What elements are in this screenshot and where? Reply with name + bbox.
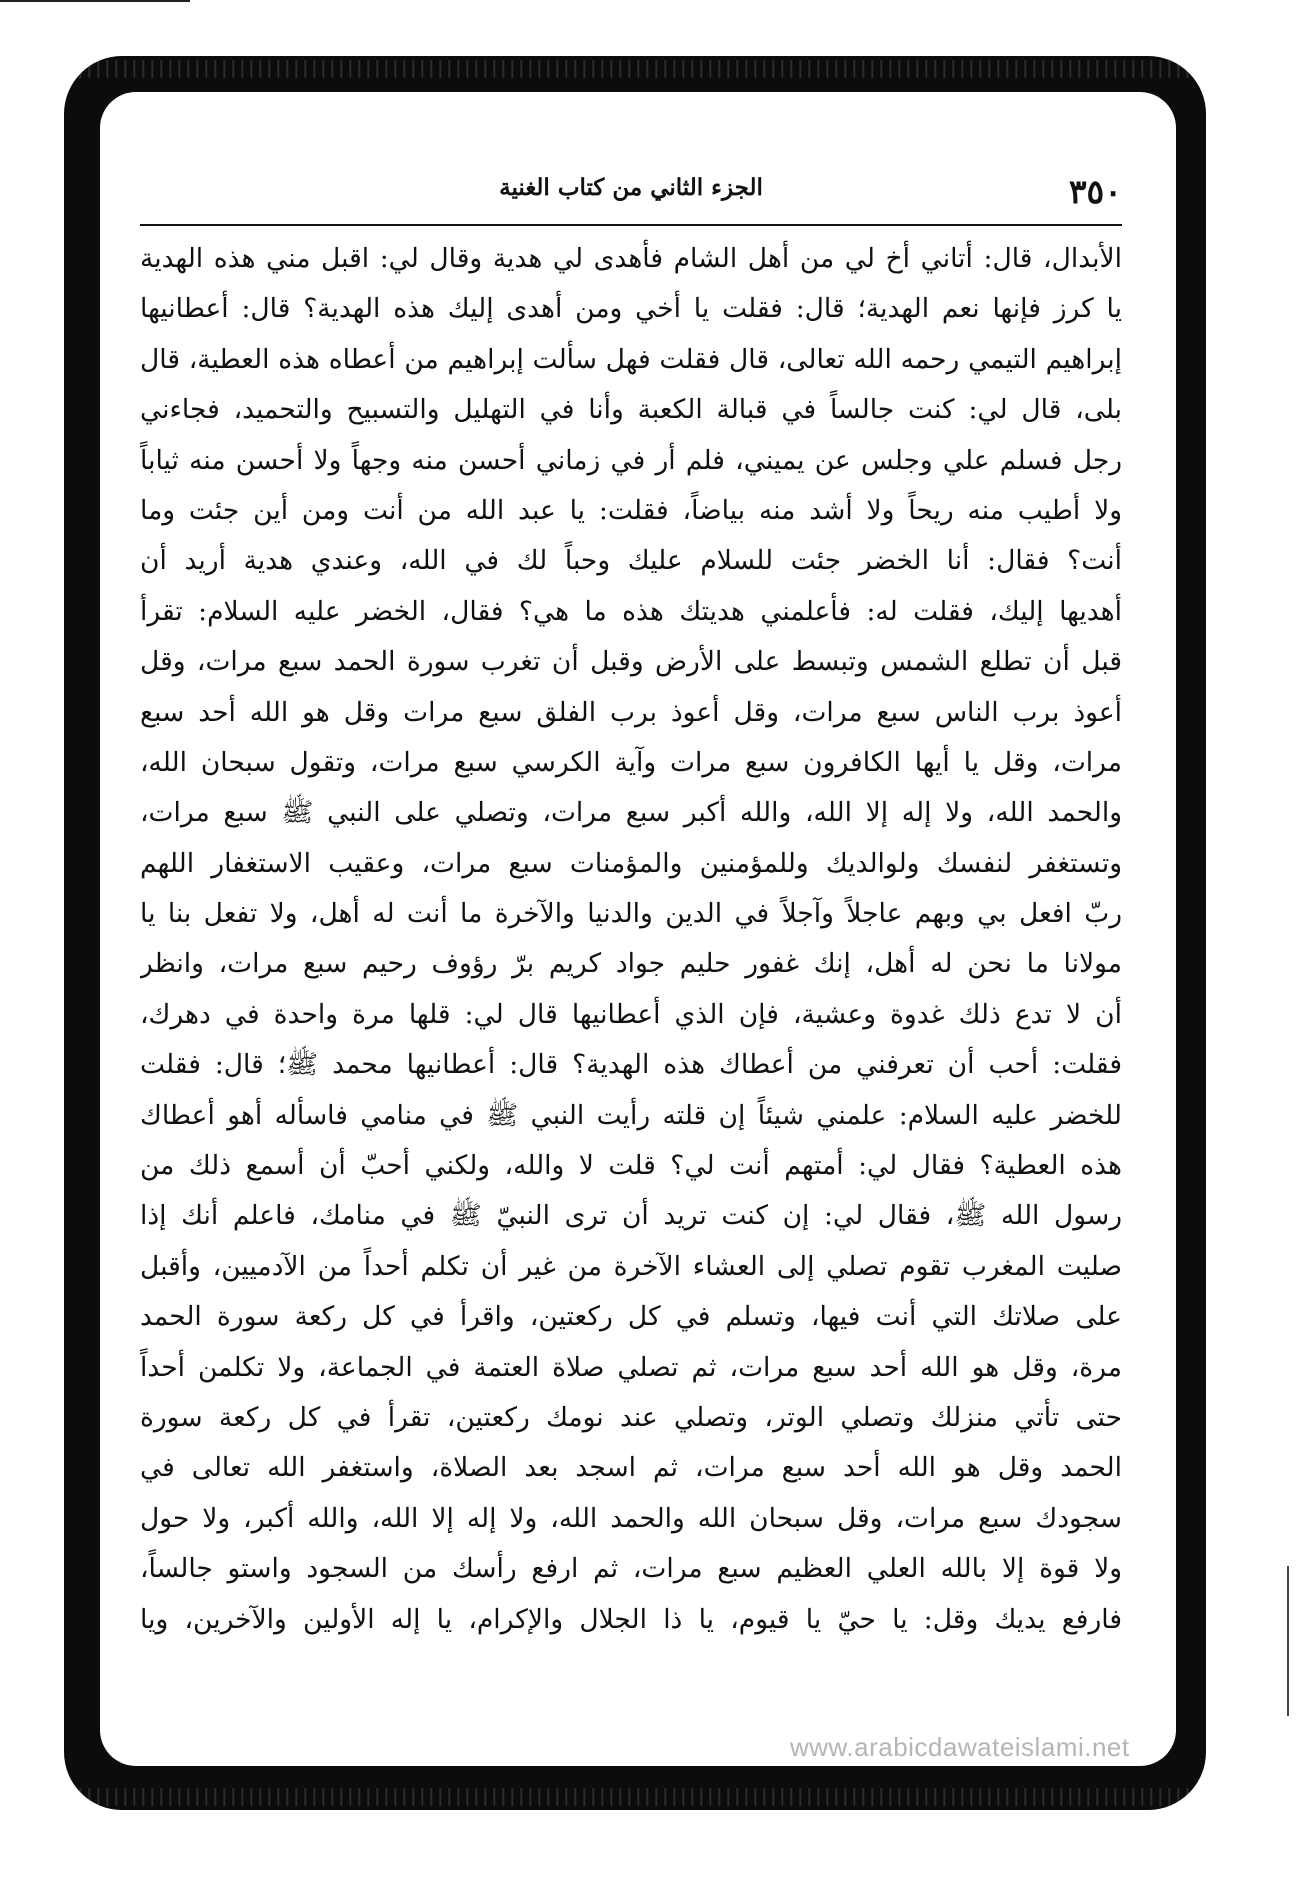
scan-margin-mark: [1287, 1566, 1289, 1716]
frame-scan-noise-bottom: [64, 1788, 1206, 1806]
page-number: ٣٥٠: [1068, 172, 1122, 211]
text-line: بلى، قال لي: كنت جالساً في قبالة الكعبة وأنا في التهليل والتسبيح والتحميد، فجاءني: [140, 394, 1122, 426]
text-line: أنت؟ فقال: أنا الخضر جئت للسلام عليك وحباً لك في الله، وعندي هدية أريد أن: [140, 545, 1122, 577]
text-line: أن لا تدع ذلك غدوة وعشية، فإن الذي أعطانيها قال لي: قلها مرة واحدة في دهرك،: [140, 998, 1122, 1030]
text-line: سجودك سبع مرات، وقل سبحان الله والحمد الله، ولا إله إلا الله، والله أكبر، ولا حول: [140, 1502, 1122, 1534]
text-line: مرة، وقل هو الله أحد سبع مرات، ثم تصلي صلاة العتمة في الجماعة، ولا تكلمن أحداً: [140, 1351, 1122, 1383]
text-line: قبل أن تطلع الشمس وتبسط على الأرض وقبل أن تغرب سورة الحمد سبع مرات، وقل: [140, 646, 1122, 678]
text-line: فقلت: أحب أن تعرفني من أعطاك هذه الهدية؟ قال: أعطانيها محمد ﷺ؛ قال: فقلت: [140, 1049, 1122, 1081]
text-line: رجل فسلم علي وجلس عن يميني، فلم أر في زماني أحسن منه وجهاً ولا أحسن منه ثياباً: [140, 444, 1122, 476]
watermark: www.arabicdawateislami.net: [790, 1732, 1130, 1762]
text-line: رسول الله ﷺ، فقال لي: إن كنت تريد أن ترى النبيّ ﷺ في منامك، فاعلم أنك إذا: [140, 1200, 1122, 1232]
frame-scan-noise-top: [64, 60, 1206, 78]
text-line: حتى تأتي منزلك وتصلي الوتر، وتصلي عند نومك ركعتين، تقرأ في كل ركعة سورة: [140, 1401, 1122, 1433]
text-line: ولا أطيب منه ريحاً ولا أشد منه بياضاً، فقلت: يا عبد الله من أنت ومن أين جئت وما: [140, 494, 1122, 526]
header-rule: [140, 224, 1122, 226]
text-line: الحمد وقل هو الله أحد سبع مرات، ثم اسجد بعد الصلاة، واستغفر الله تعالى في: [140, 1452, 1122, 1484]
text-line: والحمد الله، ولا إله إلا الله، والله أكبر سبع مرات، وتصلي على النبي ﷺ سبع مرات،: [140, 797, 1122, 829]
page-header: [140, 172, 1122, 222]
text-line: أهديها إليك، فقلت له: فأعلمني هديتك هذه ما هي؟ فقال، الخضر عليه السلام: تقرأ: [140, 595, 1122, 627]
text-line: صليت المغرب تقوم تصلي إلى العشاء الآخرة من غير أن تكلم أحداً من الآدميين، وأقبل: [140, 1250, 1122, 1282]
text-line: وتستغفر لنفسك ولوالديك وللمؤمنين والمؤمنات سبع مرات، وعقيب الاستغفار اللهم: [140, 847, 1122, 879]
text-line: هذه العطية؟ فقال لي: أمتهم أنت لي؟ قلت لا والله، ولكني أحبّ أن أسمع ذلك من: [140, 1150, 1122, 1182]
text-line: أعوذ برب الناس سبع مرات، وقل أعوذ برب الفلق سبع مرات وقل هو الله أحد سبع: [140, 696, 1122, 728]
text-line: للخضر عليه السلام: علمني شيئاً إن قلته رأيت النبي ﷺ في منامي فاسأله أهو أعطاك: [140, 1099, 1122, 1131]
text-line: مرات، وقل يا أيها الكافرون سبع مرات وآية الكرسي سبع مرات، وتقول سبحان الله،: [140, 746, 1122, 778]
text-line: فارفع يديك وقل: يا حيّ يا قيوم، يا ذا الجلال والإكرام، يا إله الأولين والآخرين، ويا: [140, 1603, 1122, 1635]
text-line: إبراهيم التيمي رحمه الله تعالى، قال فقلت فهل سألت إبراهيم من أعطاه هذه العطية، قال: [140, 343, 1122, 375]
scan-edge-line: [0, 0, 190, 2]
text-line: ربّ افعل بي وبهم عاجلاً وآجلاً في الدين والدنيا والآخرة ما أنت له أهل، ولا تفعل بنا يا: [140, 898, 1122, 930]
text-line: على صلاتك التي أنت فيها، وتسلم في كل ركعتين، واقرأ في كل ركعة سورة الحمد: [140, 1301, 1122, 1333]
text-line: ولا قوة إلا بالله العلي العظيم سبع مرات، ثم ارفع رأسك من السجود واستو جالساً،: [140, 1553, 1122, 1585]
text-line: مولانا ما نحن له أهل، إنك غفور حليم جواد كريم برّ رؤوف رحيم سبع مرات، وانظر: [140, 948, 1122, 980]
text-line: الأبدال، قال: أتاني أخ لي من أهل الشام فأهدى لي هدية وقال لي: اقبل مني هذه الهدية: [140, 243, 1122, 274]
running-title: الجزء الثاني من كتاب الغنية: [499, 174, 763, 201]
body-text: [140, 234, 1122, 1645]
text-line: يا كرز فإنها نعم الهدية؛ قال: فقلت يا أخي ومن أهدى إليك هذه الهدية؟ قال: أعطانيها: [140, 293, 1122, 325]
